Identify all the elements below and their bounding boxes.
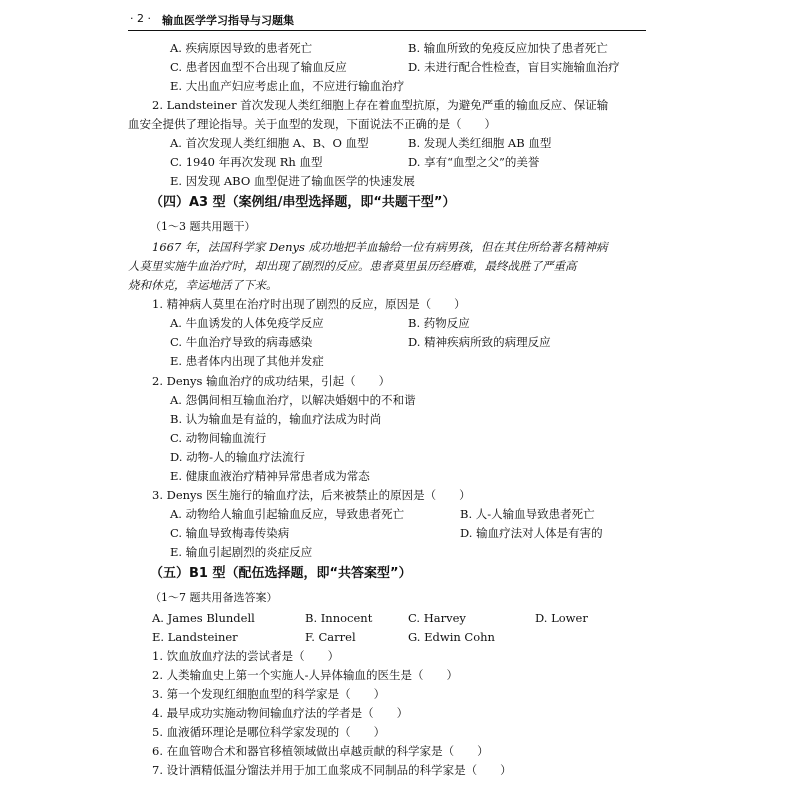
option-a: A. 牛血诱发的人体免疫学反应 (170, 316, 324, 330)
option-e: E. 输血引起剧烈的炎症反应 (170, 545, 313, 559)
option-c: C. 患者因血型不合出现了输血反应 (170, 60, 347, 74)
option-d: D. 精神疾病所致的病理反应 (408, 335, 551, 349)
option-d: D. 享有“血型之父”的美誉 (408, 155, 540, 169)
section-heading: （五）B1 型（配伍选择题，即“共答案型”） (150, 566, 412, 581)
matching-question: 2. 人类输血史上第一个实施人-人异体输血的医生是（ ） (152, 668, 459, 682)
page-number: · 2 · (130, 12, 151, 25)
option-c: C. 输血导致梅毒传染病 (170, 526, 290, 540)
question-stem: 2. Denys 输血治疗的成功结果，引起（ ） (152, 374, 391, 388)
question-stem: 2. Landsteiner 首次发现人类红细胞上存在着血型抗原，为避免严重的输血反应、保证输 (152, 98, 609, 112)
option-a: A. 疾病原因导致的患者死亡 (170, 41, 313, 55)
case-text: 1667 年，法国科学家 Denys 成功地把羊血输给一位有病男孩，但在其住所给著名精神病 (152, 240, 608, 254)
option-b: B. 发现人类红细胞 AB 血型 (408, 136, 552, 150)
matching-question: 7. 设计酒精低温分馏法并用于加工血浆成不同制品的科学家是（ ） (152, 763, 512, 777)
answer-option-g: G. Edwin Cohn (408, 630, 495, 644)
option-e: E. 大出血产妇应考虑止血，不应进行输血治疗 (170, 79, 405, 93)
option-d: D. 动物-人的输血疗法流行 (170, 450, 306, 464)
matching-question: 3. 第一个发现红细胞血型的科学家是（ ） (152, 687, 386, 701)
question-stem: 1. 精神病人莫里在治疗时出现了剧烈的反应，原因是（ ） (152, 297, 466, 311)
section-heading: （四）A3 型（案例组/串型选择题，即“共题干型”） (150, 195, 456, 210)
answer-option-e: E. Landsteiner (152, 630, 238, 644)
option-d: D. 未进行配合性检查，盲目实施输血治疗 (408, 60, 620, 74)
question-stem: 3. Denys 医生施行的输血疗法，后来被禁止的原因是（ ） (152, 488, 471, 502)
section-note: （1～7 题共用备选答案） (150, 591, 278, 604)
case-text-cont: 人莫里实施牛血治疗时，却出现了剧烈的反应。患者莫里虽历经磨难，最终战胜了严重高 (128, 259, 577, 273)
option-c: C. 牛血治疗导致的病毒感染 (170, 335, 313, 349)
matching-question: 4. 最早成功实施动物间输血疗法的学者是（ ） (152, 706, 409, 720)
section-note: （1～3 题共用题干） (150, 220, 256, 233)
option-b: B. 认为输血是有益的，输血疗法成为时尚 (170, 412, 382, 426)
matching-question: 5. 血液循环理论是哪位科学家发现的（ ） (152, 725, 386, 739)
option-e: E. 患者体内出现了其他并发症 (170, 354, 324, 368)
option-b: B. 药物反应 (408, 316, 470, 330)
option-a: A. 动物给人输血引起输血反应，导致患者死亡 (170, 507, 405, 521)
option-a: A. 首次发现人类红细胞 A、B、O 血型 (170, 136, 369, 150)
option-c: C. 1940 年再次发现 Rh 血型 (170, 155, 323, 169)
option-c: C. 动物间输血流行 (170, 431, 267, 445)
question-stem-cont: 血安全提供了理论指导。关于血型的发现，下面说法不正确的是（ ） (128, 117, 496, 131)
page-header (128, 12, 646, 31)
answer-option-a: A. James Blundell (152, 611, 255, 625)
answer-option-b: B. Innocent (305, 611, 373, 625)
answer-option-f: F. Carrel (305, 630, 356, 644)
option-e: E. 因发现 ABO 血型促进了输血医学的快速发展 (170, 174, 415, 188)
matching-question: 1. 饮血放血疗法的尝试者是（ ） (152, 649, 340, 663)
answer-option-c: C. Harvey (408, 611, 466, 625)
answer-option-d: D. Lower (535, 611, 588, 625)
running-title: 输血医学学习指导与习题集 (162, 14, 294, 27)
option-a: A. 怨偶间相互输血治疗，以解决婚姻中的不和谐 (170, 393, 416, 407)
option-d: D. 输血疗法对人体是有害的 (460, 526, 603, 540)
case-text-end: 烧和休克，幸运地活了下来。 (128, 278, 278, 292)
option-b: B. 输血所致的免疫反应加快了患者死亡 (408, 41, 608, 55)
option-b: B. 人-人输血导致患者死亡 (460, 507, 595, 521)
matching-question: 6. 在血管吻合术和器官移植领域做出卓越贡献的科学家是（ ） (152, 744, 489, 758)
option-e: E. 健康血液治疗精神异常患者成为常态 (170, 469, 370, 483)
